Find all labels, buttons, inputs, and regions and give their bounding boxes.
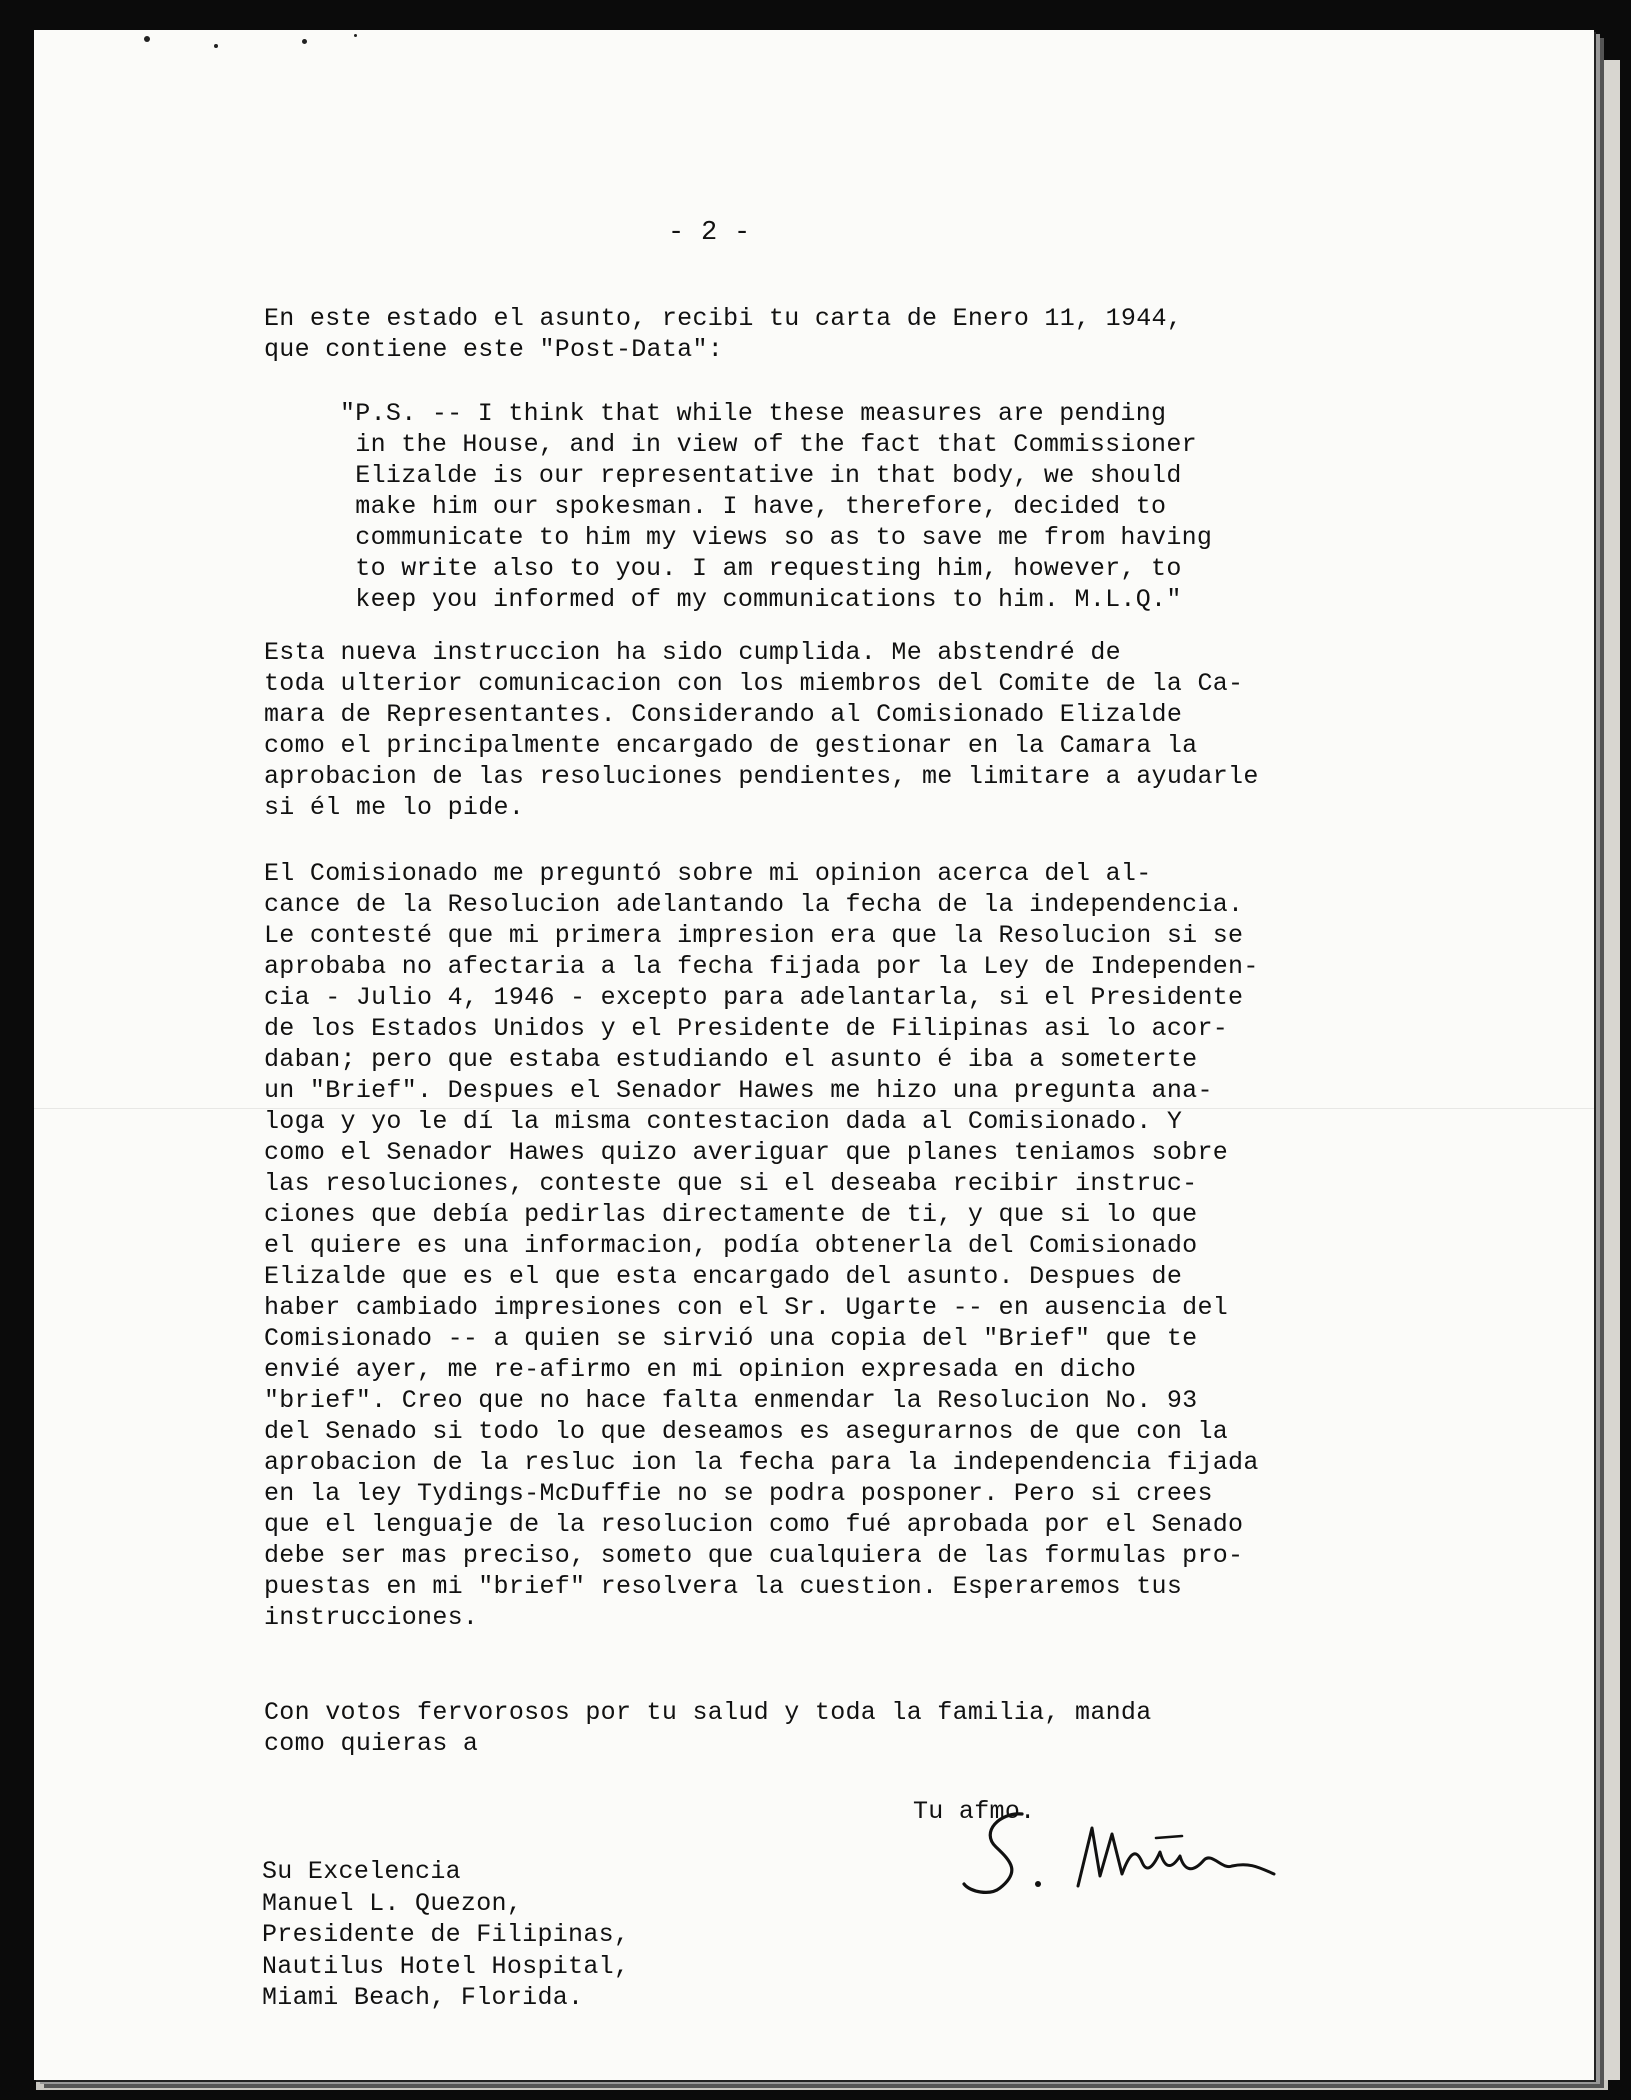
paragraph-resolution-opinion: El Comisionado me preguntó sobre mi opinion acerca del al- cance de la Resolucion adelantando la fecha de la independencia. Le contesté que mi primera impresion era que la Resolucion si se aprobaba no afectaria a la fecha fijada por la Ley de Independen- cia - Julio 4, 1946 - excepto para adelantarla, si el Presidente de los Estados Unidos y el Presidente de Filipinas asi lo acor- daban; pero que estaba estudiando el asunto é iba a someterte un "Brief". Despues el Senador Hawes me hizo una pregunta ana- loga y yo le dí la misma contestacion dada al Comisionado. Y como el Senador Hawes quizo averiguar que planes teniamos sobre las resoluciones, conteste que si el deseaba recibir instruc- ciones que debía pedirlas directamente de ti, y que si lo que el quiere es una informacion, podía obtenerla del Comisionado Elizalde que es el que esta encargado del asunto. Despues de haber cambiado impresiones con el Sr. Ugarte -- en ausencia del Comisionado -- a quien se sirvió una copia del "Brief" que te envié ayer, me re-afirmo en mi opinion expresada en dicho "brief". Creo que no hace falta enmendar la Resolucion No. 93 del Senado si todo lo que deseamos es asegurarnos de que con la aprobacion de la resluc ion la fecha para la independencia fijada en la ley Tydings-McDuffie no se podra posponer. Pero si crees que el lenguaje de la resolucion como fué aprobada por el Senado debe ser mas preciso, someto que cualquiera de las formulas pro- puestas en mi "brief" resolvera la cuestion. Esperaremos tus instrucciones.: [264, 859, 1259, 1632]
paragraph-received-letter: En este estado el asunto, recibi tu carta de Enero 11, 1944, que contiene este "Post-Data":: [264, 304, 1183, 364]
paragraph-instruction-complied: Esta nueva instruccion ha sido cumplida. Me abstendré de toda ulterior comunicacion con los miembros del Comite de la Ca- mara de Representantes. Considerando al Comisionado Elizalde como el principalmente encargado de gestionar en la Camara la aprobacion de las resoluciones pendientes, me limitare a ayudarle si él me lo pide.: [264, 638, 1259, 822]
speck: [354, 34, 357, 37]
handwritten-signature: [960, 1792, 1280, 1902]
closing-salutation: Tu afmo.: [913, 1797, 1036, 1826]
speck: [302, 39, 307, 44]
speck: [214, 44, 218, 48]
paragraph-wishes: Con votos fervorosos por tu salud y toda la familia, manda como quieras a: [264, 1698, 1152, 1758]
speck: [144, 36, 150, 42]
quoted-postscript: "P.S. -- I think that while these measures are pending in the House, and in view of the fact that Commissioner Elizalde is our representative in that body, we should make him our spokesman. I have, therefore, decided to communicate to him my views so as to save me from having to write also to you. I am requesting him, however, to keep you informed of my communications to him. M.L.Q.": [340, 399, 1213, 614]
recipient-address: Su Excelencia Manuel L. Quezon, Presidente de Filipinas, Nautilus Hotel Hospital, Miami Beach, Florida.: [262, 1857, 630, 2012]
page-number: - 2 -: [668, 218, 751, 248]
